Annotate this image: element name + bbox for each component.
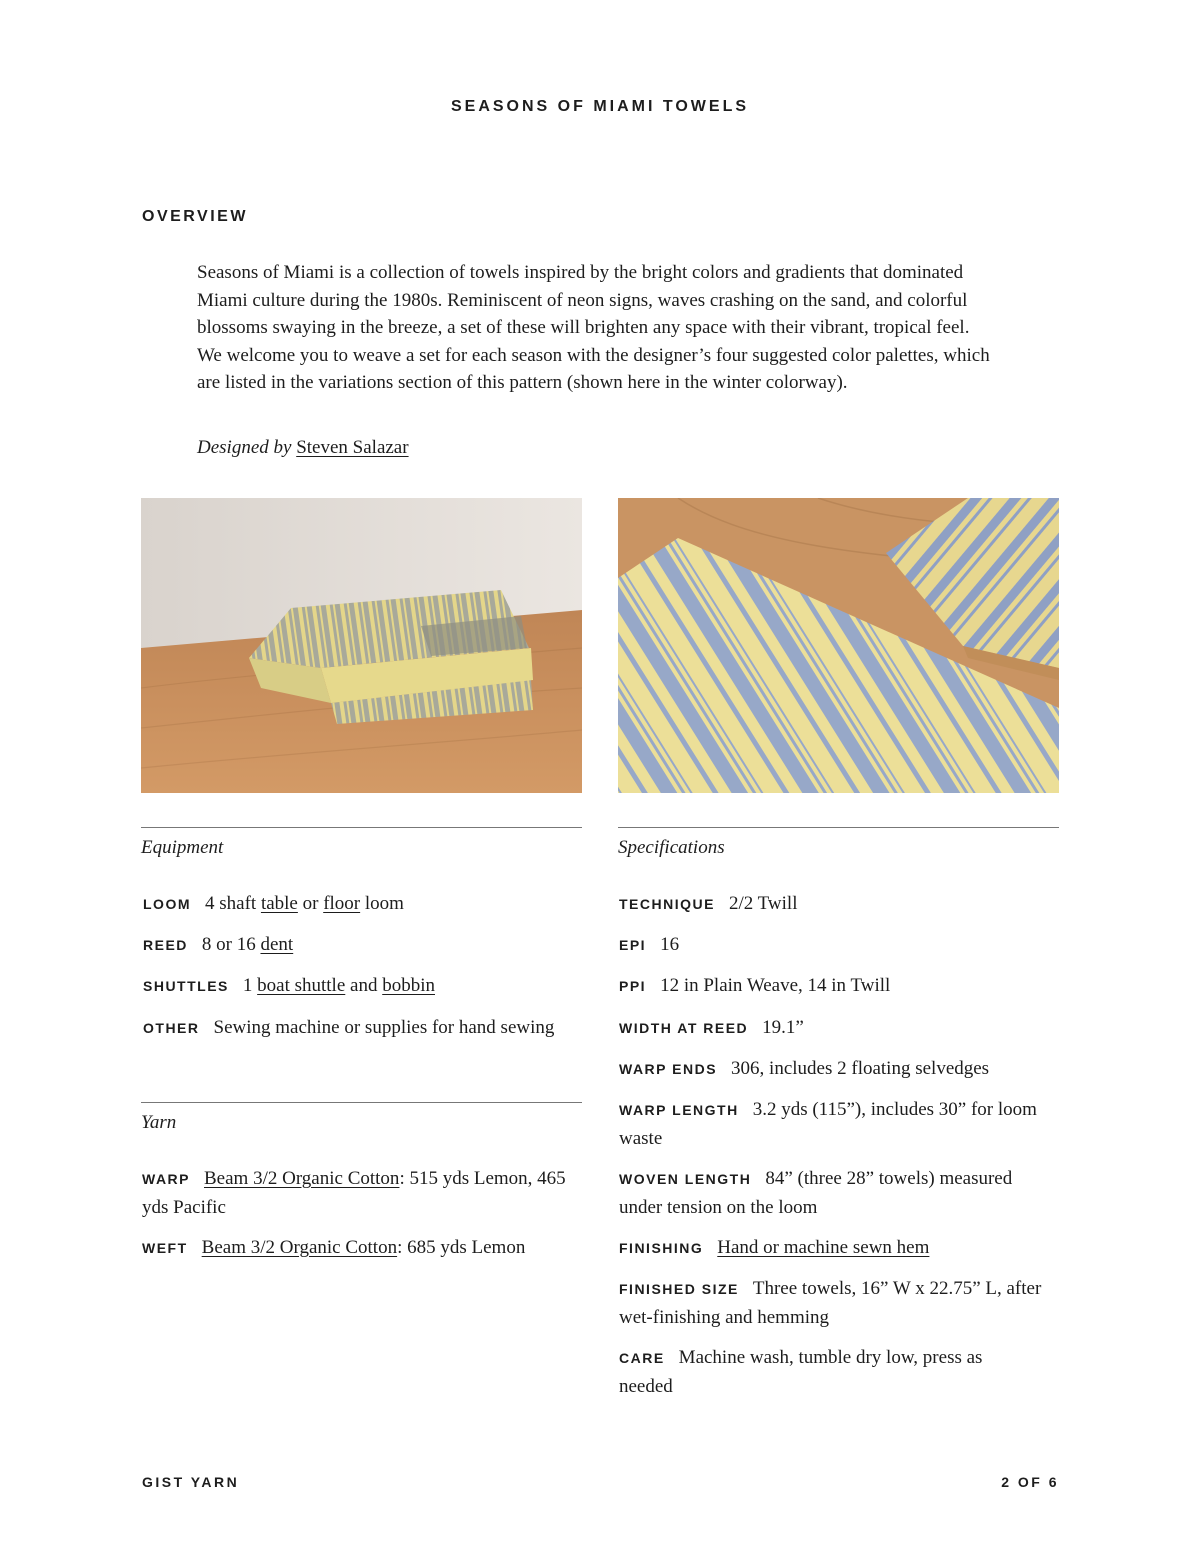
weft-yarn-link[interactable]: Beam 3/2 Organic Cotton [201, 1237, 398, 1258]
epi-value: 16 [660, 934, 680, 955]
towel-detail-photo [618, 498, 1059, 793]
other-label: OTHER [143, 1020, 200, 1036]
shuttles-label: SHUTTLES [143, 978, 229, 994]
specifications-heading: Specifications [618, 837, 725, 858]
folded-towels-photo [141, 498, 582, 793]
loom-row [143, 890, 588, 919]
warp-ends-label: WARP ENDS [619, 1061, 718, 1077]
finished-size-label: FINISHED SIZE [619, 1281, 739, 1297]
bobbin-link[interactable]: bobbin [382, 975, 435, 996]
weft-yarn-row [142, 1234, 582, 1263]
warp-length-row [619, 1096, 1059, 1152]
epi-row [619, 931, 1059, 960]
designer-link[interactable]: Steven Salazar [296, 437, 409, 458]
weft-label: WEFT [142, 1240, 188, 1256]
care-value: Machine wash, tumble dry low, press as needed [619, 1347, 983, 1397]
width-at-reed-value: 19.1” [762, 1017, 804, 1038]
warp-label: WARP [142, 1171, 190, 1187]
woven-length-value: 84” (three 28” towels) measured under tension on the loom [619, 1168, 1013, 1218]
technique-label: TECHNIQUE [619, 896, 715, 912]
care-row [619, 1344, 999, 1400]
warp-yarn-row [142, 1165, 582, 1221]
weft-yarn-value: : 685 yds Lemon [397, 1237, 526, 1258]
table-loom-link[interactable]: table [260, 893, 298, 914]
technique-row [619, 890, 1059, 919]
epi-label: EPI [619, 937, 647, 953]
warp-ends-value: 306, includes 2 floating selvedges [731, 1058, 990, 1079]
reed-pre: 8 or 16 [201, 934, 256, 955]
technique-value: 2/2 Twill [728, 893, 798, 914]
loom-mid: or [302, 893, 319, 914]
ppi-value: 12 in Plain Weave, 14 in Twill [660, 975, 891, 996]
dent-link[interactable]: dent [260, 934, 294, 955]
width-at-reed-row [619, 1014, 1059, 1043]
warp-yarn-value: : 515 yds Lemon, 465 yds Pacific [142, 1168, 566, 1218]
shuttles-mid: and [350, 975, 378, 996]
sewn-hem-link[interactable]: Hand or machine sewn hem [717, 1237, 930, 1258]
other-value: Sewing machine or supplies for hand sewing [213, 1017, 555, 1038]
shuttles-pre: 1 [242, 975, 253, 996]
width-at-reed-label: WIDTH AT REED [619, 1020, 749, 1036]
ppi-row [619, 972, 1059, 1001]
overview-body: Seasons of Miami is a collection of towels inspired by the bright colors and gradients that dominated Miami culture during the 1980s. Reminiscent of neon signs, waves crashing on the sand, and colorful blossoms swaying in the breeze, a set of these will brighten any space with their vibrant, tropical feel. We welcome you to weave a set for each season with the designer’s four suggested color palettes, which are listed in the variations section of this pattern (shown here in the winter colorway). [197, 262, 990, 394]
designer-credit [197, 437, 409, 459]
floor-loom-link[interactable]: floor [323, 893, 361, 914]
yarn-heading: Yarn [141, 1112, 177, 1133]
shuttles-row [143, 972, 588, 1001]
yarn-rule [141, 1102, 582, 1103]
designed-by-label: Designed by [197, 437, 292, 458]
warp-yarn-link[interactable]: Beam 3/2 Organic Cotton [204, 1168, 400, 1189]
equipment-rule [141, 827, 582, 828]
loom-post: loom [364, 893, 404, 914]
care-label: CARE [619, 1350, 665, 1366]
loom-pre: 4 shaft [205, 893, 257, 914]
loom-label: LOOM [143, 896, 191, 912]
finishing-row [619, 1234, 1059, 1263]
reed-row [143, 931, 588, 960]
finished-size-row [619, 1275, 1059, 1331]
equipment-heading: Equipment [141, 837, 224, 858]
other-row [143, 1014, 588, 1043]
specifications-rule [618, 827, 1059, 828]
ppi-label: PPI [619, 978, 647, 994]
reed-label: REED [143, 937, 188, 953]
page-number: 2 OF 6 [1001, 1474, 1059, 1490]
warp-length-value: 3.2 yds (115”), includes 30” for loom waste [619, 1099, 1037, 1149]
document-title: SEASONS OF MIAMI TOWELS [450, 98, 750, 115]
finished-size-value: Three towels, 16” W x 22.75” L, after wet-finishing and hemming [619, 1278, 1042, 1328]
woven-length-label: WOVEN LENGTH [619, 1171, 752, 1187]
finishing-label: FINISHING [619, 1240, 704, 1256]
warp-ends-row [619, 1055, 1059, 1084]
warp-length-label: WARP LENGTH [619, 1102, 739, 1118]
boat-shuttle-link[interactable]: boat shuttle [257, 975, 346, 996]
footer-brand: GIST YARN [142, 1474, 240, 1490]
woven-length-row [619, 1165, 1059, 1221]
overview-heading: OVERVIEW [142, 208, 248, 225]
